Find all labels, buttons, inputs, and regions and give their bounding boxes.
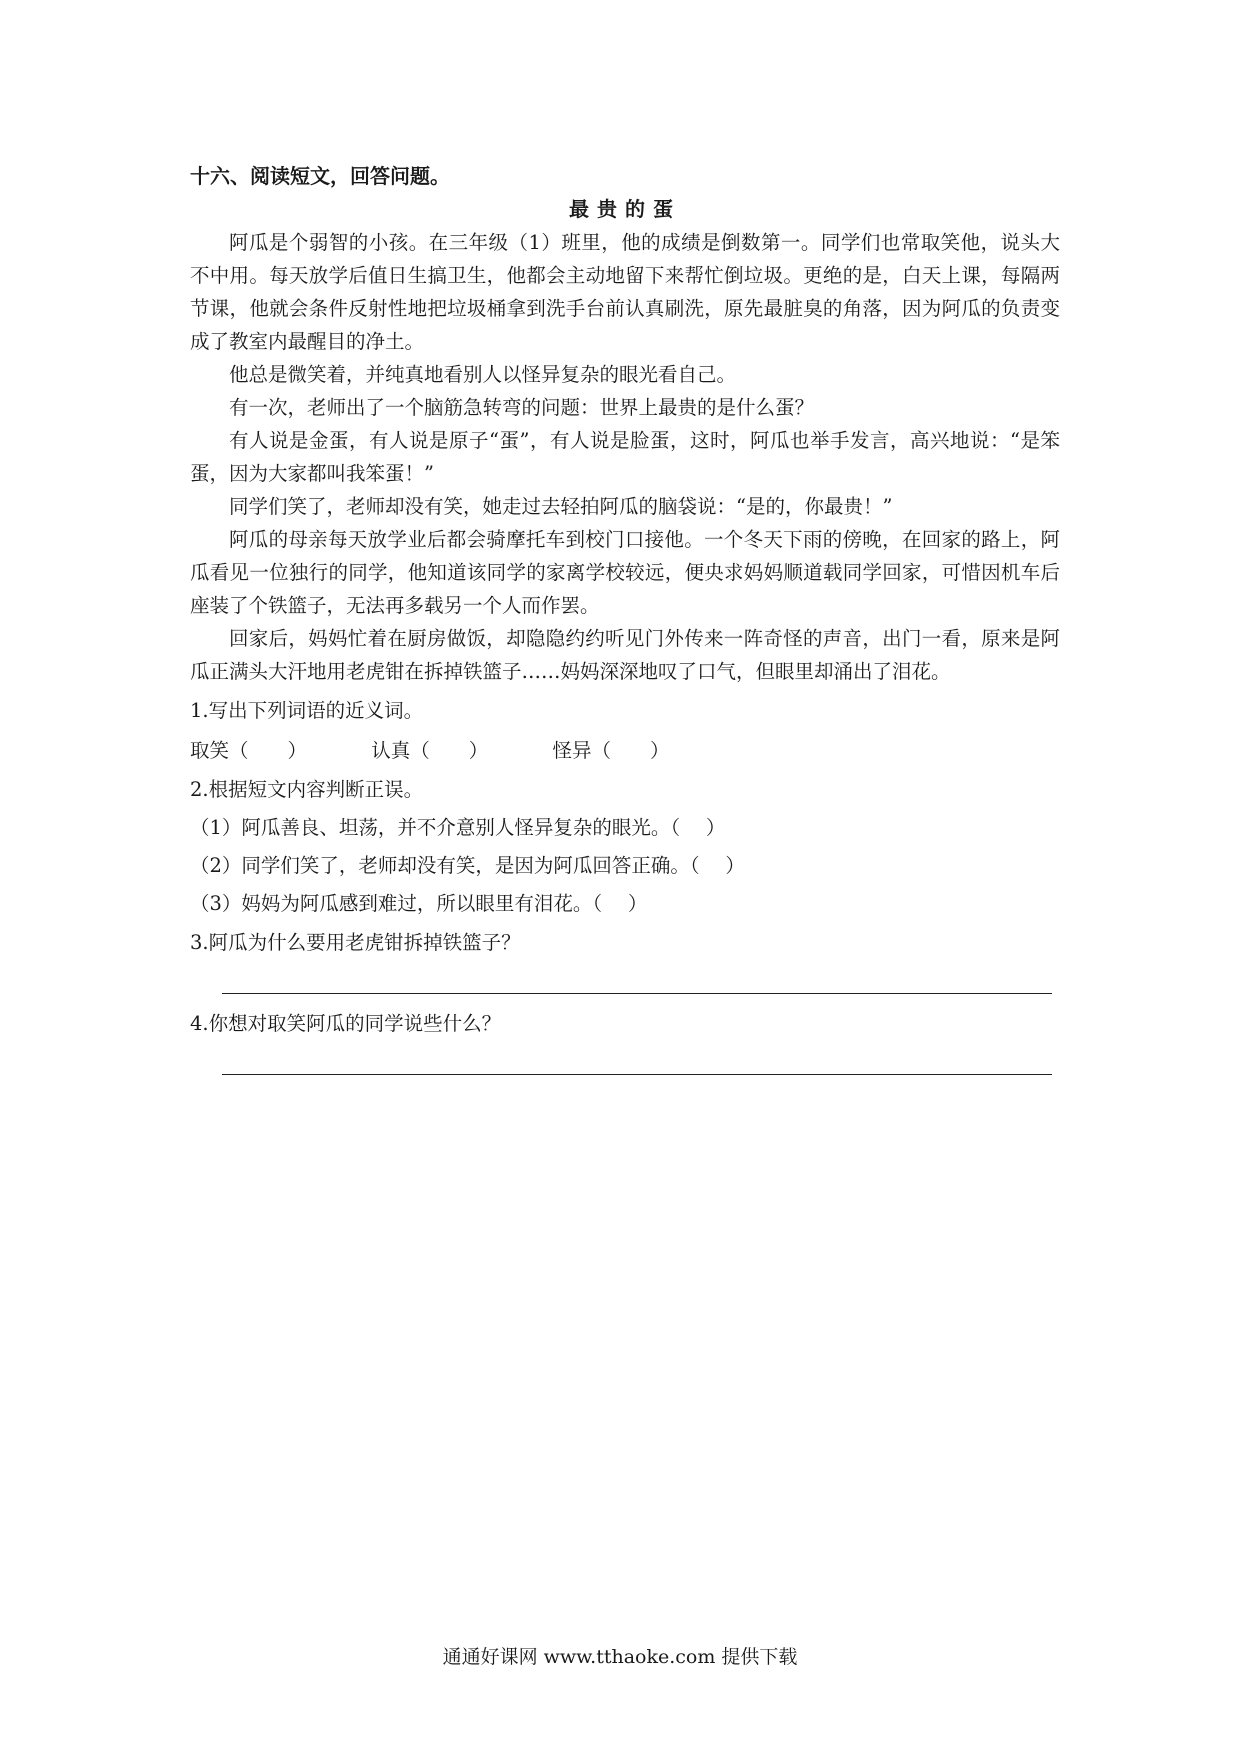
answer-line-q3[interactable] — [222, 967, 1052, 994]
footer-credit: 通通好课网 www.tthaoke.com 提供下载 — [442, 1646, 798, 1668]
question-1: 1.写出下列词语的近义词。 — [190, 699, 424, 722]
synonym-row — [190, 735, 1060, 767]
story-paragraph: 他总是微笑着，并纯真地看别人以怪异复杂的眼光看自己。 — [229, 363, 737, 386]
section-heading: 十六、阅读短文，回答问题。 — [190, 164, 450, 188]
synonym-item[interactable]: 认真（ ） — [371, 739, 489, 762]
story-title: 最贵的蛋 — [569, 197, 681, 221]
question-2: 2.根据短文内容判断正误。 — [190, 778, 424, 801]
story-paragraph: 阿瓜是个弱智的小孩。在三年级（1）班里，他的成绩是倒数第一。同学们也常取笑他，说头大不中用。每天放学后值日生搞卫生，他都会主动地留下来帮忙倒垃圾。更绝的是，白天上课，每隔两节课，他就会条件反射性地把垃圾桶拿到洗手台前认真刷洗，原先最脏臭的角落，因为阿瓜的负责变成了教室内最醒目的净土。 — [190, 231, 1060, 353]
question-4: 4.你想对取笑阿瓜的同学说些什么？ — [190, 1012, 502, 1035]
judgment-item[interactable]: （1）阿瓜善良、坦荡，并不介意别人怪异复杂的眼光。（ ） — [190, 816, 726, 839]
story-paragraph: 阿瓜的母亲每天放学业后都会骑摩托车到校门口接他。一个冬天下雨的傍晚，在回家的路上，阿瓜看见一位独行的同学，他知道该同学的家离学校较远，便央求妈妈顺道载同学回家，可惜因机车后座装了个铁篮子，无法再多载另一个人而作罢。 — [190, 528, 1060, 617]
answer-line-q4[interactable] — [222, 1048, 1052, 1075]
story-paragraph: 同学们笑了，老师却没有笑，她走过去轻拍阿瓜的脑袋说：“是的，你最贵！” — [229, 495, 893, 518]
story-paragraph: 有一次，老师出了一个脑筋急转弯的问题：世界上最贵的是什么蛋？ — [229, 396, 815, 419]
judgment-item[interactable]: （3）妈妈为阿瓜感到难过，所以眼里有泪花。（ ） — [190, 892, 648, 915]
synonym-item[interactable]: 怪异（ ） — [552, 739, 670, 762]
judgment-item[interactable]: （2）同学们笑了，老师却没有笑，是因为阿瓜回答正确。（ ） — [190, 854, 745, 877]
story-paragraph: 有人说是金蛋，有人说是原子“蛋”，有人说是脸蛋，这时，阿瓜也举手发言，高兴地说：“是笨蛋，因为大家都叫我笨蛋！” — [190, 429, 1060, 485]
story-paragraph: 回家后，妈妈忙着在厨房做饭，却隐隐约约听见门外传来一阵奇怪的声音，出门一看，原来是阿瓜正满头大汗地用老虎钳在拆掉铁篮子……妈妈深深地叹了口气，但眼里却涌出了泪花。 — [190, 627, 1060, 683]
worksheet-page — [190, 160, 1060, 1075]
synonym-item[interactable]: 取笑（ ） — [190, 739, 308, 762]
question-3: 3.阿瓜为什么要用老虎钳拆掉铁篮子？ — [190, 931, 521, 954]
